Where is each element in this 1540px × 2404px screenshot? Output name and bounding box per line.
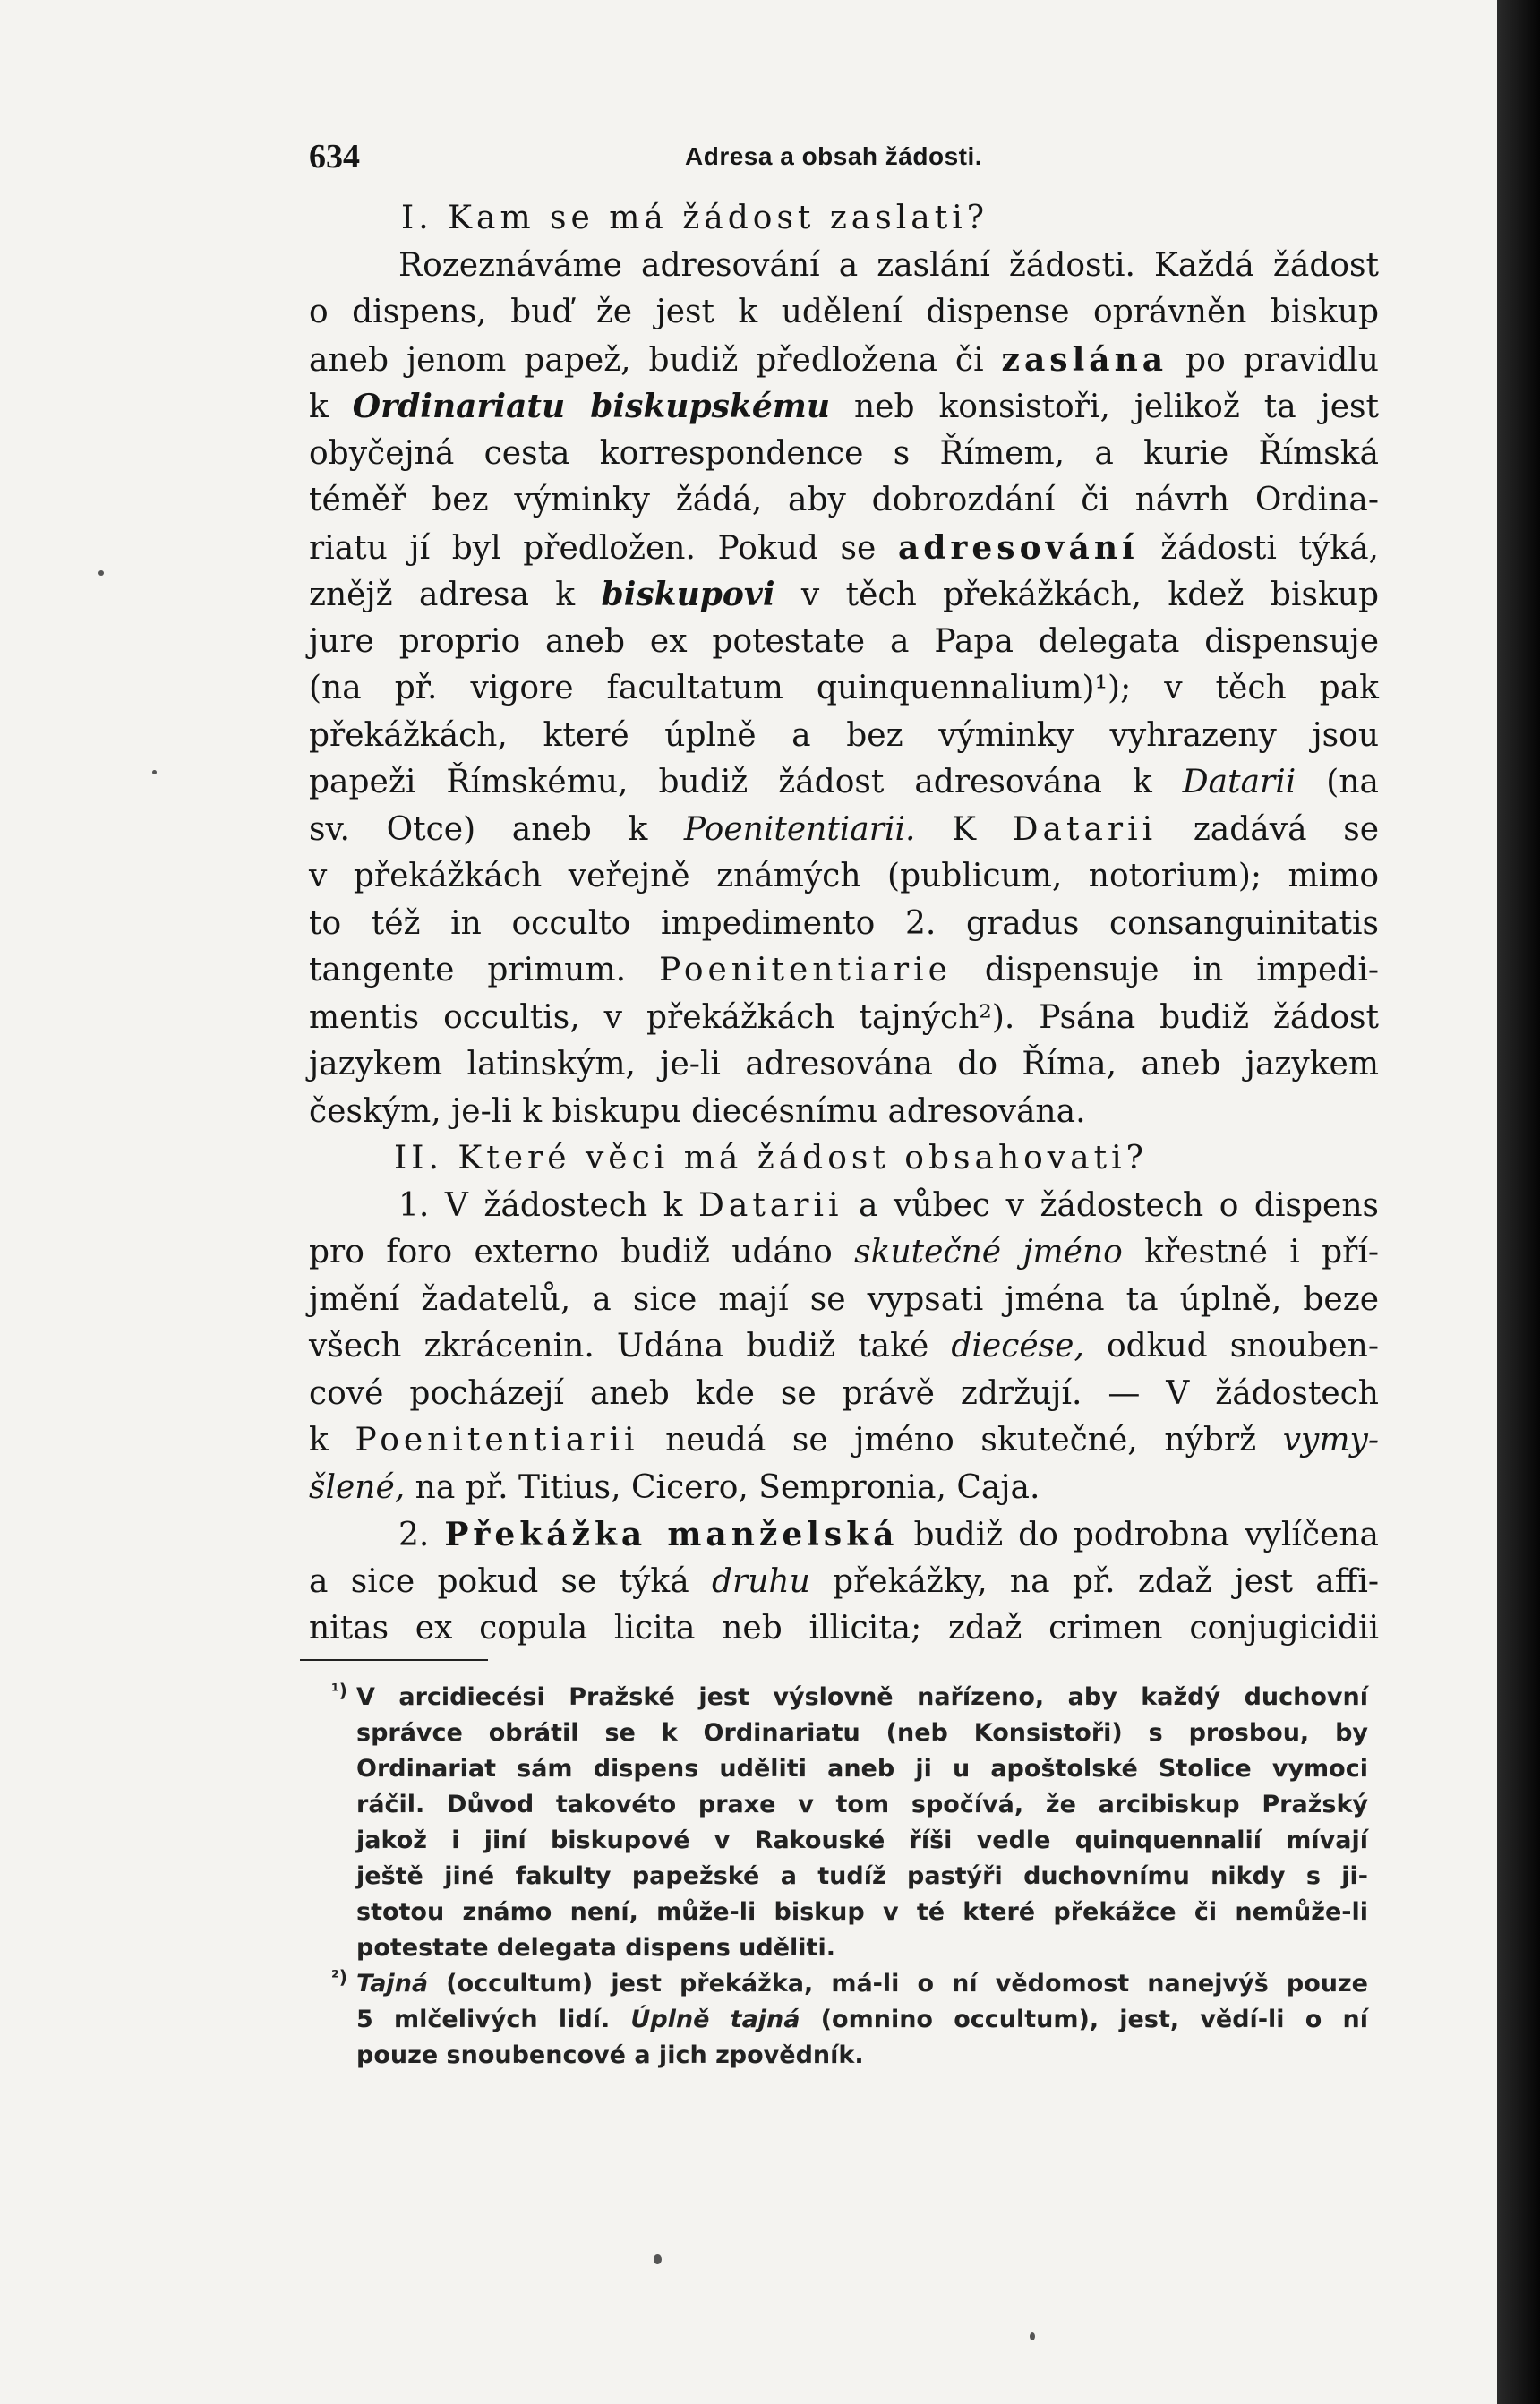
- text-line: jmění žadatelů, a sice mají se vypsati jména ta úplně, beze: [309, 1280, 1379, 1318]
- text-line: téměř bez výminky žádá, aby dobrozdání či návrh Ordina-: [309, 482, 1379, 518]
- text-line: k Ordinariatu biskupskému neb konsistoři, jelikož ta jest: [309, 388, 1380, 425]
- text-line: pro foro externo budiž udáno skutečné jméno křestné i pří-: [309, 1234, 1379, 1270]
- page-number: 634: [309, 138, 360, 175]
- text-line: v překážkách veřejně známých (publicum, notorium); mimo: [309, 858, 1379, 894]
- running-title: Adresa a obsah žádosti.: [685, 142, 983, 170]
- footnote-line: ráčil. Důvod takovéto praxe v tom spočívá, že arcibiskup Pražský: [356, 1791, 1368, 1818]
- text-line: Rozeznáváme adresování a zaslání žádosti. Každá žádost: [398, 246, 1379, 284]
- text-line: sv. Otce) aneb k Poenitentiarii. K Datarii zadává se: [309, 810, 1380, 848]
- text-line: tangente primum. Poenitentiarie dispensuje in impedi-: [309, 952, 1379, 988]
- text-line: 1. V žádostech k Datarii a vůbec v žádostech o dispens: [398, 1186, 1379, 1224]
- footnote-line: ¹) V arcidiecési Pražské jest výslovně nařízeno, aby každý duchovní: [356, 1680, 1368, 1715]
- text-line: všech zkrácenin. Udána budiž také diecése, odkud snouben-: [309, 1328, 1379, 1365]
- text-line: aneb jenom papež, budiž předložena či zaslána po pravidlu: [309, 340, 1379, 379]
- footnote-marker-2: ²): [331, 1966, 347, 1988]
- footnote-line: stotou známo není, může-li biskup v té které překážce či nemůže-li: [356, 1898, 1368, 1926]
- text-line: riatu jí byl předložen. Pokud se adresování žádosti týká,: [309, 528, 1380, 567]
- text-line: znějž adresa k biskupovi v těch překážkách, kdež biskup: [309, 576, 1379, 613]
- text-line: mentis occultis, v překážkách tajných²). Psána budiž žádost: [309, 998, 1379, 1036]
- section-heading-2: II. Které věci má žádost obsahovati?: [394, 1140, 1148, 1176]
- text-line: překážkách, které úplně a bez výminky vyhrazeny jsou: [309, 716, 1379, 754]
- text-line: 2. Překážka manželská budiž do podrobna vylíčena: [398, 1516, 1379, 1553]
- text-line: (na př. vigore facultatum quinquennalium)¹); v těch pak: [309, 670, 1379, 706]
- text-line: obyčejná cesta korrespondence s Římem, a kurie Římská: [309, 434, 1379, 472]
- footnote-line: Ordinariat sám dispens uděliti aneb ji u apoštolské Stolice vymoci: [356, 1755, 1368, 1783]
- footnote-rule: [300, 1659, 488, 1661]
- text-line: papeži Římskému, budiž žádost adresována k Datarii (na: [309, 764, 1379, 800]
- footnote-line: ²) Tajná (occultum) jest překážka, má-li o ní vědomost nanejvýš pouze: [356, 1966, 1368, 2002]
- text-line: jazykem latinským, je-li adresována do Říma, aneb jazykem: [309, 1046, 1379, 1082]
- section-heading-1: I. Kam se má žádost zaslati?: [401, 200, 989, 236]
- text-line: šlené, na př. Titius, Cicero, Sempronia, Caja.: [309, 1468, 1040, 1506]
- print-speck: [654, 2254, 662, 2264]
- text-line: to též in occulto impedimento 2. gradus consanguinitatis: [309, 904, 1379, 942]
- footnotes: [331, 1680, 1368, 2074]
- footnote-line: jakož i jiní biskupové v Rakouské říši vedle quinquennalií mívají: [356, 1827, 1368, 1854]
- page-edge-shadow: [1497, 0, 1540, 2404]
- text-line: nitas ex copula licita neb illicita; zdaž crimen conjugicidii: [309, 1610, 1379, 1647]
- text-line: jure proprio aneb ex potestate a Papa delegata dispensuje: [309, 622, 1379, 660]
- footnote-line: ještě jiné fakulty papežské a tudíž pastýři duchovnímu nikdy s ji-: [356, 1862, 1368, 1890]
- footnote-line: pouze snoubencové a jich zpovědník.: [356, 2041, 864, 2069]
- body-text: [309, 195, 1379, 1653]
- print-speck: [1030, 2332, 1035, 2340]
- footnote-line: potestate delegata dispens uděliti.: [356, 1934, 835, 1962]
- text-line: cové pocházejí aneb kde se právě zdržují. — V žádostech: [309, 1374, 1379, 1412]
- footnote-line: správce obrátil se k Ordinariatu (neb Konsistoři) s prosbou, by: [356, 1719, 1368, 1747]
- print-speck: [98, 570, 104, 576]
- text-line: o dispens, buď že jest k udělení dispense oprávněn biskup: [309, 294, 1379, 330]
- footnote-line: 5 mlčelivých lidí. Úplně tajná (omnino occultum), jest, vědí-li o ní: [356, 2006, 1368, 2033]
- text-line: českým, je-li k biskupu diecésnímu adresována.: [309, 1092, 1086, 1130]
- text-line: k Poenitentiarii neudá se jméno skutečné, nýbrž vymy-: [309, 1422, 1380, 1459]
- print-speck: [152, 770, 157, 774]
- text-line: a sice pokud se týká druhu překážky, na př. zdaž jest affi-: [309, 1562, 1379, 1600]
- footnote-marker-1: ¹): [331, 1680, 347, 1701]
